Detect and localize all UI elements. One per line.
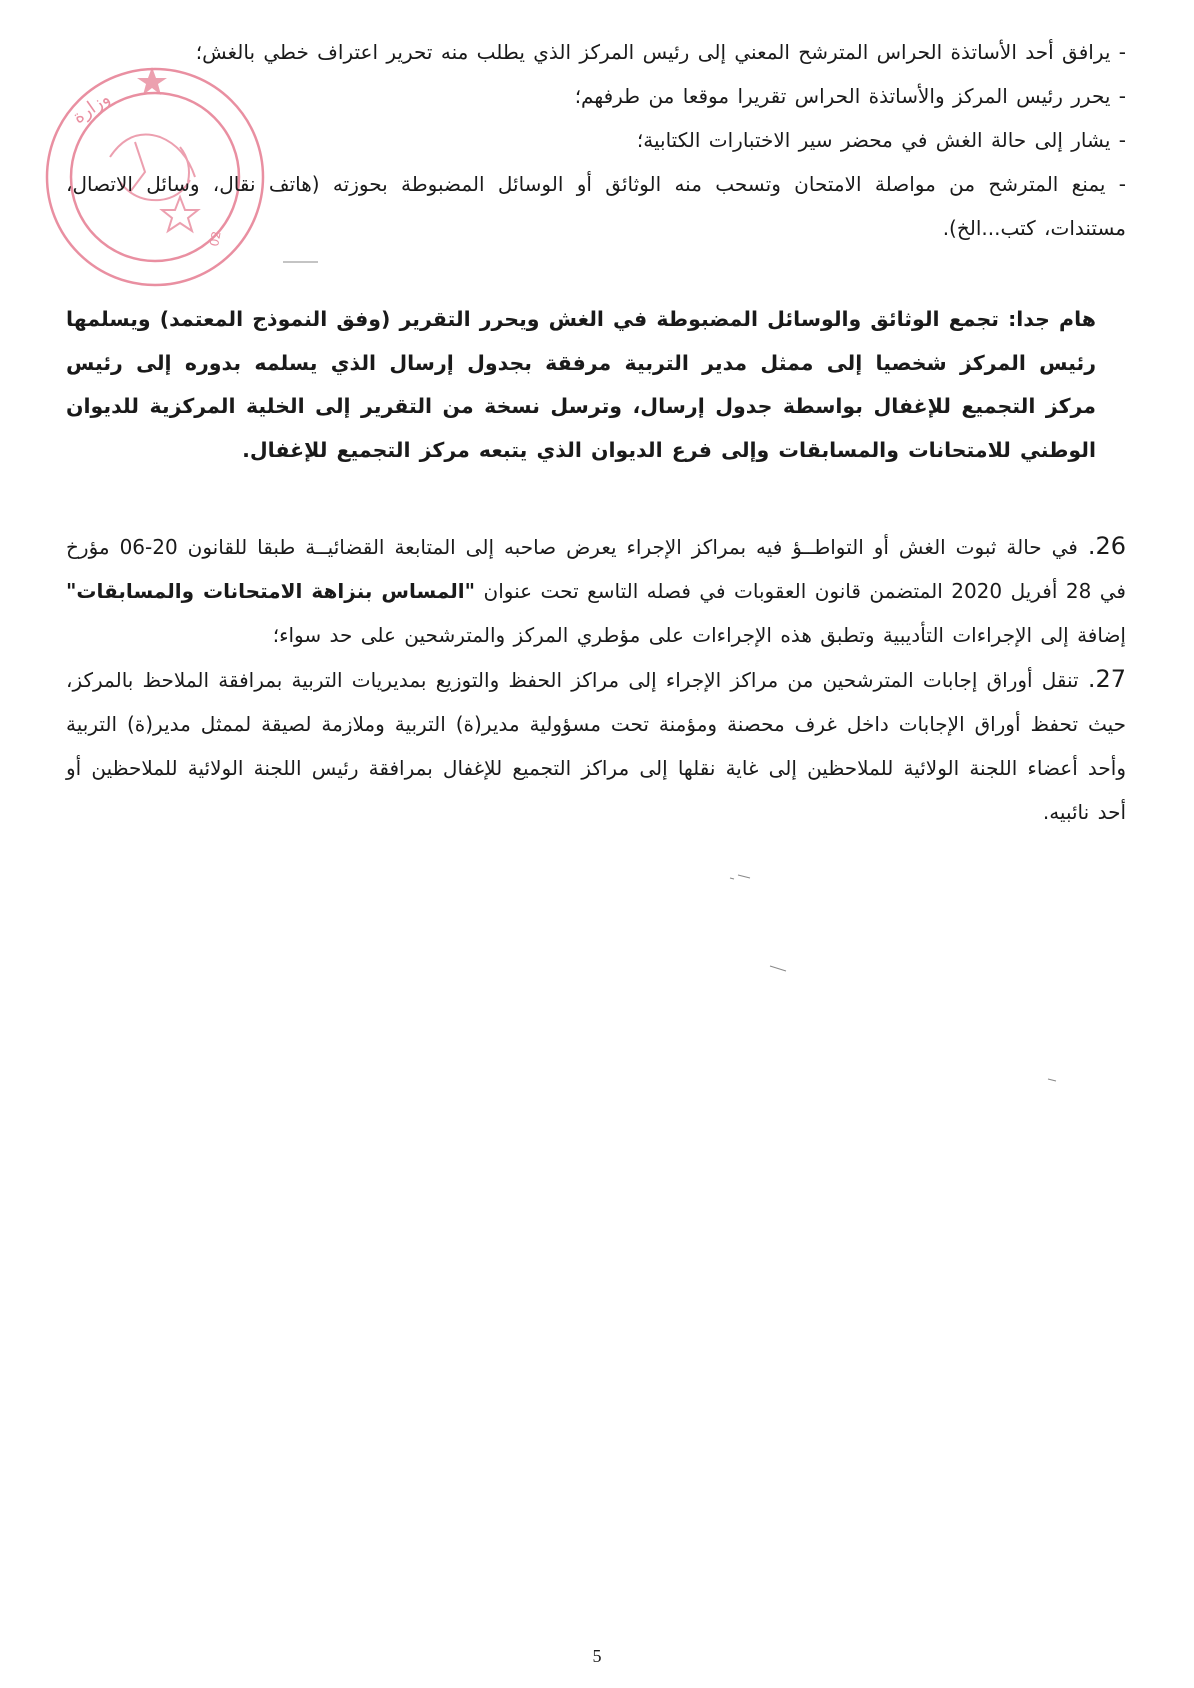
item-quote: "المساس بنزاهة الامتحانات والمسابقات" [66, 579, 476, 603]
important-notice-text: هام جدا: تجمع الوثائق والوسائل المضبوطة في الغش ويحرر التقرير (وفق النموذج المعتمد) ويسلمها رئيس المركز شخصيا إلى ممثل مدير التربية مرفقة بجدول إرسال الذي يسلمه بدوره إلى رئيس مركز التجميع للإغفال بواسطة جدول إرسال، وترسل نسخة من التقرير إلى الخلية المركزية للديوان الوطني للامتحانات والمسابقات وإلى فرع الديوان الذي يتبعه مركز التجميع للإغفال. [66, 307, 1096, 462]
important-notice [66, 298, 1126, 472]
page-number: 5 [592, 1646, 602, 1666]
item-number: 27. [1087, 665, 1127, 693]
svg-text:وزارة: وزارة [68, 87, 115, 129]
item-text: تنقل أوراق إجابات المترشحين من مراكز الإجراء إلى مراكز الحفظ والتوزيع بمديريات التربية بمرافقة الملاحظ بالمركز، حيث تحفظ أوراق الإجابات داخل غرف محصنة ومؤمنة تحت مسؤولية مدير(ة) التربية وملازمة لصيقة لممثل مدير(ة) التربية وأحد أعضاء اللجنة الولائية للملاحظين إلى غاية نقلها إلى مراكز التجميع للإغفال بمرافقة رئيس اللجنة الولائية للملاحظين أو أحد نائبيه. [66, 668, 1126, 824]
numbered-item-27 [66, 657, 1126, 834]
numbered-item-26 [66, 524, 1126, 657]
bullet-item: - يمنع المترشح من مواصلة الامتحان وتسحب منه الوثائق أو الوسائل المضبوطة بحوزته (هاتف نقال، وسائل الاتصال، مستندات، كتب...الخ). [66, 172, 1126, 240]
item-text-continued: إضافة إلى الإجراءات التأديبية وتطبق هذه الإجراءات على مؤطري المركز والمترشحين على حد سواء؛ [272, 623, 1126, 647]
bullet-item: - يشار إلى حالة الغش في محضر سير الاختبارات الكتابية؛ [636, 128, 1126, 152]
bullet-item: - يحرر رئيس المركز والأساتذة الحراس تقريرا موقعا من طرفهم؛ [574, 84, 1126, 108]
svg-text:02: 02 [207, 230, 224, 248]
numbered-items [66, 524, 1126, 834]
bullet-item: - يرافق أحد الأساتذة الحراس المترشح المعني إلى رئيس المركز الذي يطلب منه تحرير اعتراف خطي بالغش؛ [195, 40, 1126, 64]
item-text: في حالة ثبوت الغش أو التواطــؤ فيه بمراكز الإجراء يعرض صاحبه إلى المتابعة القضائيــة طبقا للقانون 20-06 مؤرخ في 28 أفريل 2020 المتضمن قانون العقوبات في فصله التاسع تحت عنوان [66, 535, 1126, 603]
procedure-bullet-list [66, 30, 1126, 250]
item-number: 26. [1087, 532, 1127, 560]
